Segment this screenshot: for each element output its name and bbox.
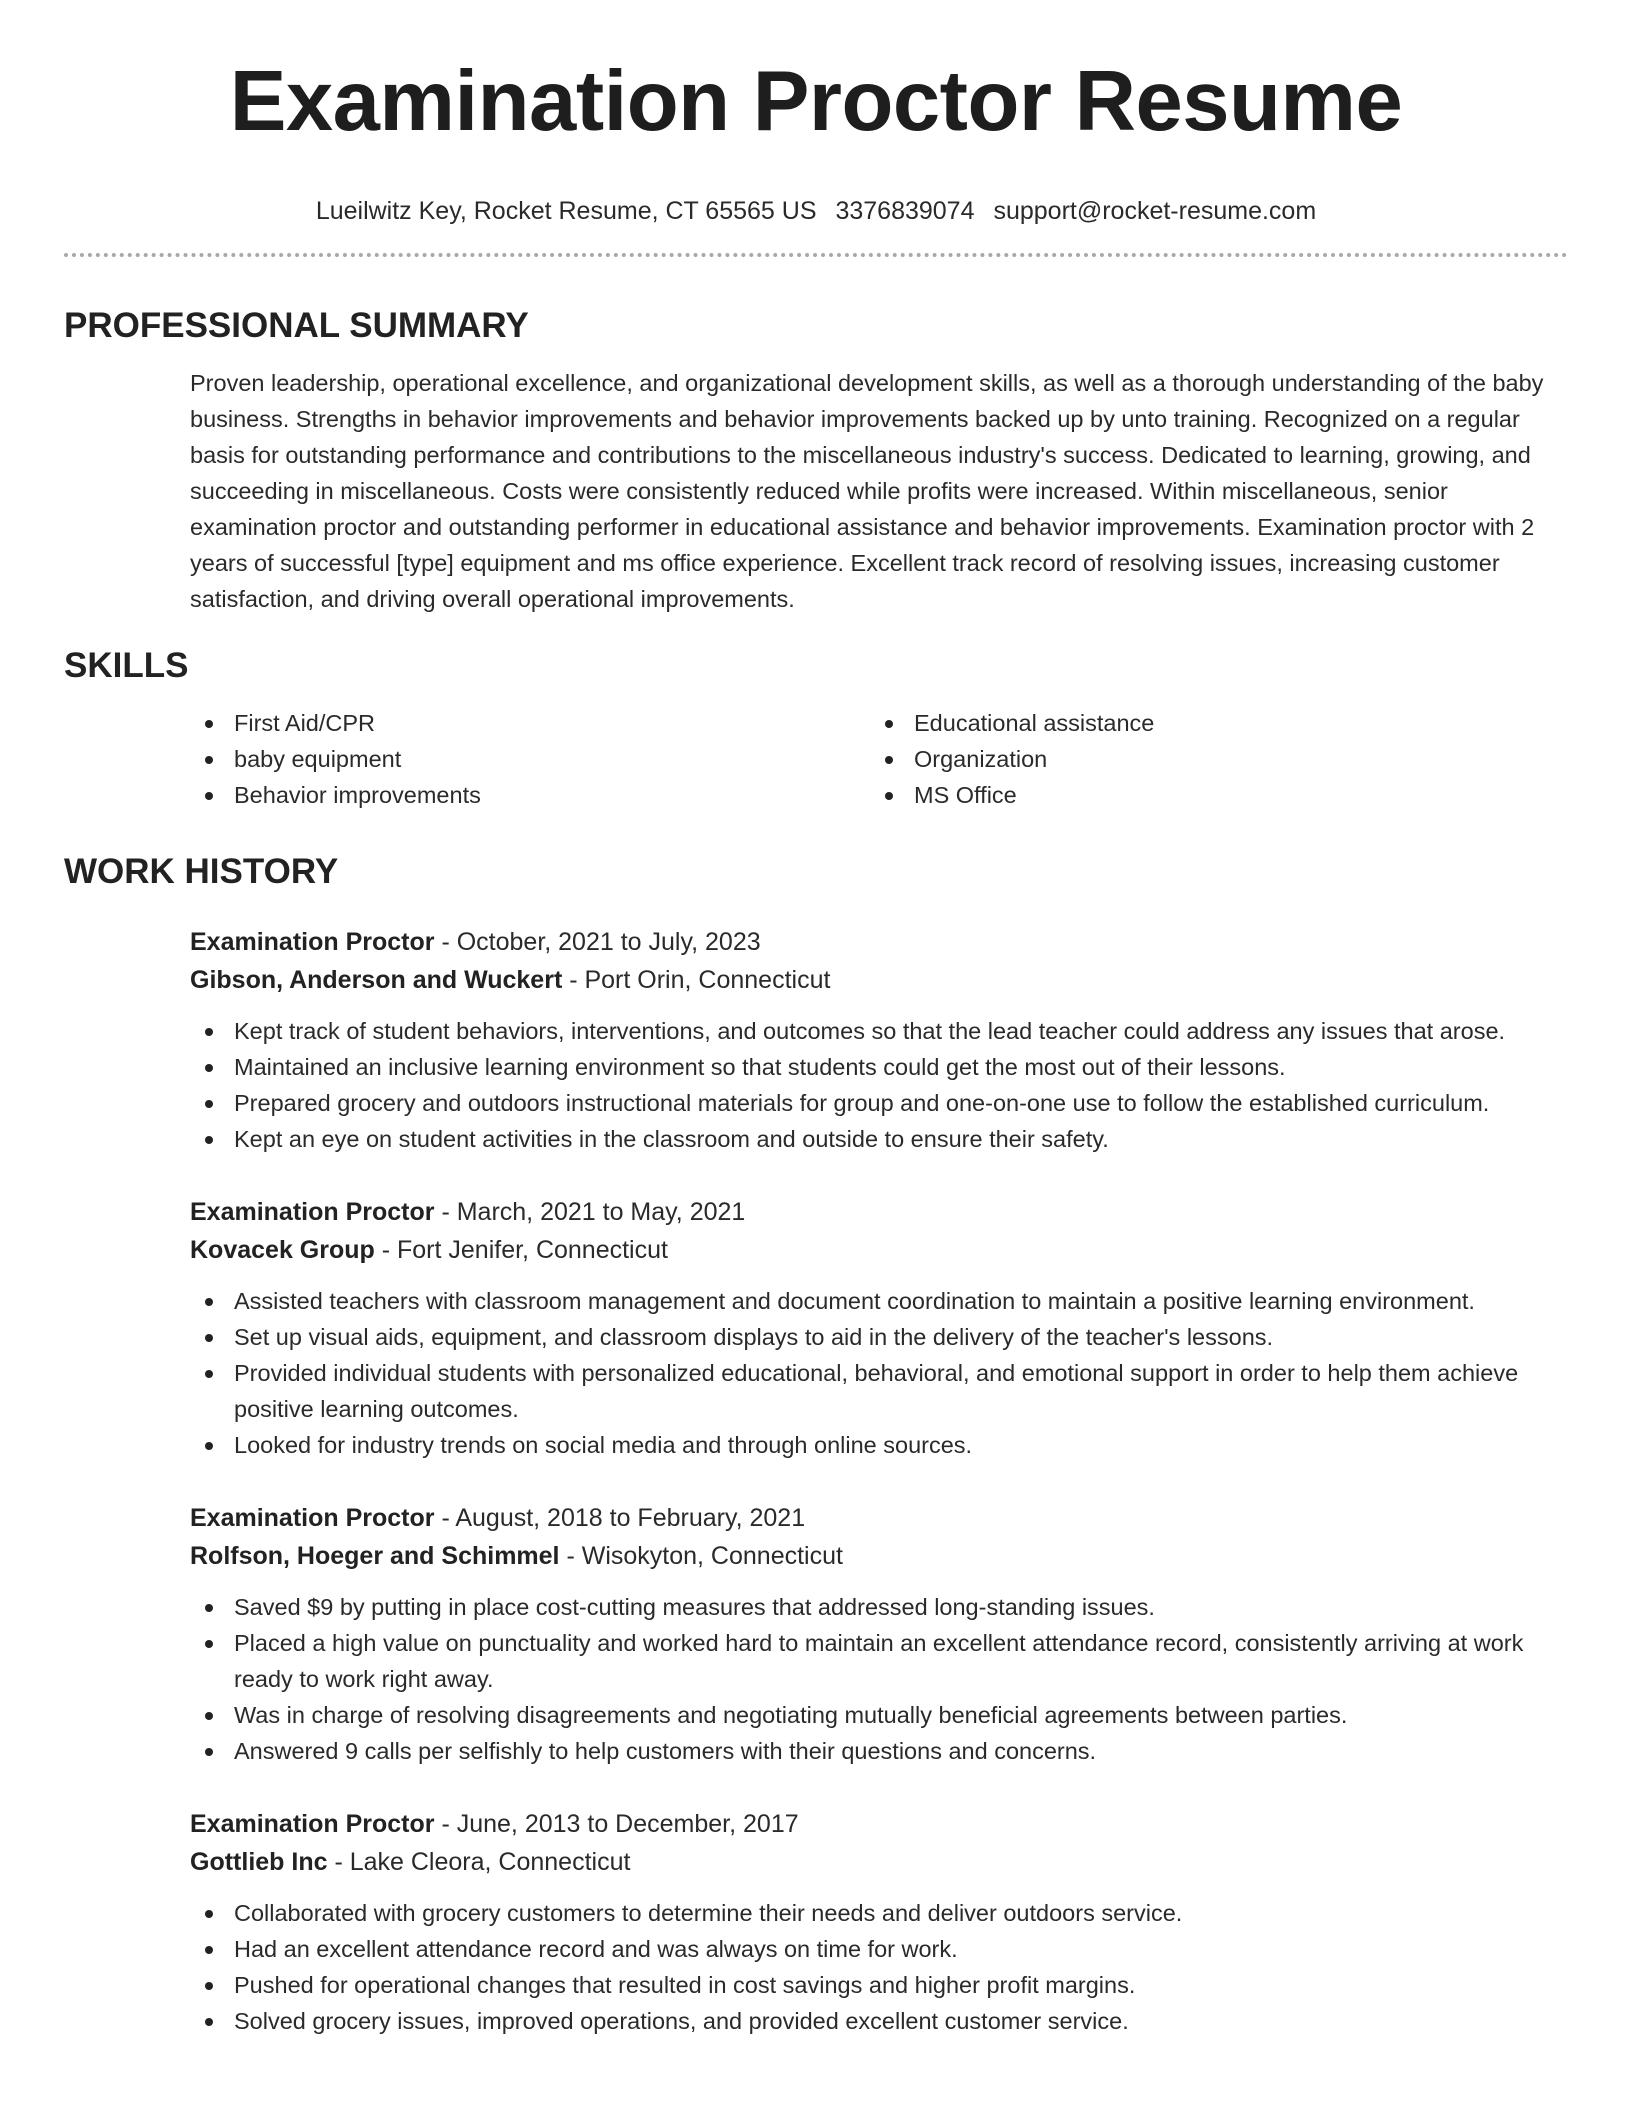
skills-list <box>190 705 1568 813</box>
professional-summary-heading: PROFESSIONAL SUMMARY <box>64 306 529 345</box>
job-company-line <box>190 1231 1568 1269</box>
job-duties <box>190 1895 1568 2039</box>
job-entry <box>190 1193 1568 1463</box>
skills-column-left <box>190 705 870 813</box>
job-duty: Solved grocery issues, improved operations, and provided excellent customer service. <box>190 2003 1568 2039</box>
job-duty: Collaborated with grocery customers to determine their needs and deliver outdoors service. <box>190 1895 1568 1931</box>
skill-item: Educational assistance <box>870 705 1550 741</box>
job-company-line <box>190 961 1568 999</box>
skill-item: baby equipment <box>190 741 870 777</box>
job-company: Gibson, Anderson and Wuckert <box>190 966 563 994</box>
job-dates: - August, 2018 to February, 2021 <box>434 1504 806 1532</box>
job-duty: Placed a high value on punctuality and worked hard to maintain an excellent attendance record, consistently arriving at work ready to work right away. <box>190 1625 1568 1697</box>
job-duty: Kept track of student behaviors, interventions, and outcomes so that the lead teacher could address any issues that arose. <box>190 1013 1568 1049</box>
job-title: Examination Proctor <box>190 1198 435 1226</box>
job-dates: - March, 2021 to May, 2021 <box>434 1198 746 1226</box>
job-duty: Assisted teachers with classroom management and document coordination to maintain a positive learning environment. <box>190 1283 1568 1319</box>
job-title-line <box>190 1499 1568 1537</box>
job-location: - Lake Cleora, Connecticut <box>327 1848 631 1876</box>
skill-item: MS Office <box>870 777 1550 813</box>
work-history-heading: WORK HISTORY <box>64 852 339 891</box>
job-dates: - October, 2021 to July, 2023 <box>434 928 761 956</box>
job-title: Examination Proctor <box>190 1504 435 1532</box>
job-duty: Set up visual aids, equipment, and classroom displays to aid in the delivery of the teacher's lessons. <box>190 1319 1568 1355</box>
skills-heading: SKILLS <box>64 646 189 685</box>
job-company: Kovacek Group <box>190 1236 375 1264</box>
job-duty: Had an excellent attendance record and was always on time for work. <box>190 1931 1568 1967</box>
job-duty: Saved $9 by putting in place cost-cutting measures that addressed long-standing issues. <box>190 1589 1568 1625</box>
job-entry <box>190 923 1568 1157</box>
job-location: - Port Orin, Connecticut <box>562 966 831 994</box>
job-duty: Looked for industry trends on social media and through online sources. <box>190 1427 1568 1463</box>
job-duties <box>190 1589 1568 1769</box>
skills-section <box>64 645 1568 813</box>
contact-email: support@rocket-resume.com <box>993 197 1317 225</box>
contact-address: Lueilwitz Key, Rocket Resume, CT 65565 US <box>315 197 817 225</box>
job-company: Rolfson, Hoeger and Schimmel <box>190 1542 560 1570</box>
job-company-line <box>190 1843 1568 1881</box>
contact-line <box>64 196 1568 226</box>
job-entry <box>190 1499 1568 1769</box>
job-duties <box>190 1283 1568 1463</box>
job-title-line <box>190 1193 1568 1231</box>
skill-item: Behavior improvements <box>190 777 870 813</box>
skill-item: First Aid/CPR <box>190 705 870 741</box>
job-company-line <box>190 1537 1568 1575</box>
job-entry <box>190 1805 1568 2039</box>
job-title: Examination Proctor <box>190 1810 435 1838</box>
job-duties <box>190 1013 1568 1157</box>
job-duty: Was in charge of resolving disagreements and negotiating mutually beneficial agreements between parties. <box>190 1697 1568 1733</box>
contact-phone: 3376839074 <box>835 197 975 225</box>
job-location: - Wisokyton, Connecticut <box>559 1542 843 1570</box>
job-dates: - June, 2013 to December, 2017 <box>434 1810 799 1838</box>
job-company: Gottlieb Inc <box>190 1848 328 1876</box>
job-duty: Maintained an inclusive learning environment so that students could get the most out of their lessons. <box>190 1049 1568 1085</box>
professional-summary-text: Proven leadership, operational excellence, and organizational development skills, as well as a thorough understanding of the baby business. Strengths in behavior improvements and behavior improvements backed up by unto training. Recognized on a regular basis for outstanding performance and contributions to the miscellaneous industry's success. Dedicated to learning, growing, and succeeding in miscellaneous. Costs were consistently reduced while profits were increased. Within miscellaneous, senior examination proctor and outstanding performer in educational assistance and behavior improvements. Examination proctor with 2 years of successful [type] equipment and ms office experience. Excellent track record of resolving issues, increasing customer satisfaction, and driving overall operational improvements. <box>190 370 1544 612</box>
job-title-line <box>190 923 1568 961</box>
job-duty: Pushed for operational changes that resulted in cost savings and higher profit margins. <box>190 1967 1568 2003</box>
job-duty: Provided individual students with personalized educational, behavioral, and emotional support in order to help them achieve positive learning outcomes. <box>190 1355 1568 1427</box>
job-title: Examination Proctor <box>190 928 435 956</box>
resume-title: Examination Proctor Resume <box>229 54 1403 149</box>
header-divider <box>64 253 1568 257</box>
job-duty: Prepared grocery and outdoors instructional materials for group and one-on-one use to follow the established curriculum. <box>190 1085 1568 1121</box>
job-duty: Kept an eye on student activities in the classroom and outside to ensure their safety. <box>190 1121 1568 1157</box>
job-title-line <box>190 1805 1568 1843</box>
skills-column-right <box>870 705 1550 813</box>
work-history-section <box>64 851 1568 2039</box>
job-location: - Fort Jenifer, Connecticut <box>374 1236 668 1264</box>
professional-summary-section <box>64 305 1568 617</box>
skill-item: Organization <box>870 741 1550 777</box>
job-duty: Answered 9 calls per selfishly to help customers with their questions and concerns. <box>190 1733 1568 1769</box>
